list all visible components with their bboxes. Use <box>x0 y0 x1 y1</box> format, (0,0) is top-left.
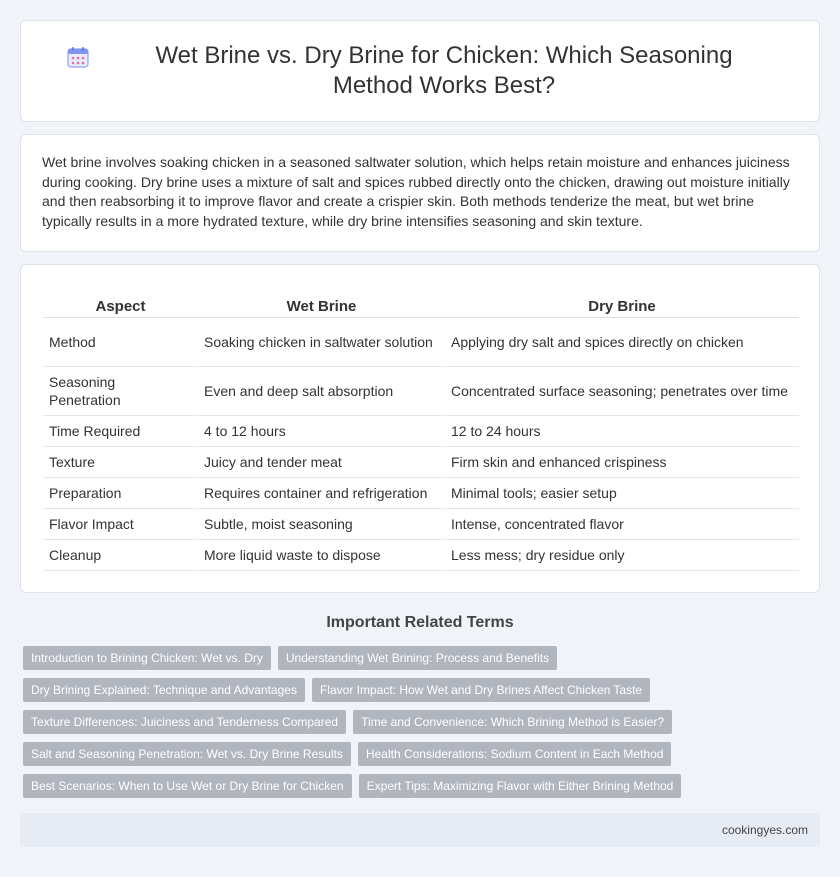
related-term-link[interactable]: Health Considerations: Sodium Content in Each Method <box>358 742 672 766</box>
table-cell: Intense, concentrated flavor <box>445 509 799 540</box>
column-header-dry-brine: Dry Brine <box>445 293 799 318</box>
tag-row <box>23 774 813 798</box>
table-header-row <box>43 293 799 318</box>
related-term-link[interactable]: Best Scenarios: When to Use Wet or Dry Brine for Chicken <box>23 774 352 798</box>
table-row <box>43 509 799 540</box>
table-row <box>43 367 799 416</box>
table-cell: Time Required <box>43 416 198 447</box>
table-cell: Subtle, moist seasoning <box>198 509 445 540</box>
table-cell: Cleanup <box>43 540 198 571</box>
table-cell: Preparation <box>43 478 198 509</box>
table-cell: Juicy and tender meat <box>198 447 445 478</box>
table-cell: Less mess; dry residue only <box>445 540 799 571</box>
table-cell: Flavor Impact <box>43 509 198 540</box>
table-cell: Soaking chicken in saltwater solution <box>198 318 445 367</box>
intro-paragraph: Wet brine involves soaking chicken in a seasoned saltwater solution, which helps retain moisture and enhances juiciness during cooking. Dry brine uses a mixture of salt and spices rubbed directly onto the chicken, drawing out moisture initially and then reabsorbing it to improve flavor and create a crispier skin. Both methods tenderize the meat, but wet brine typically results in a more hydrated texture, while dry brine intensifies seasoning and skin texture. <box>42 154 790 229</box>
tag-row <box>23 646 813 670</box>
table-cell: Concentrated surface seasoning; penetrates over time <box>445 367 799 416</box>
related-term-link[interactable]: Texture Differences: Juiciness and Tenderness Compared <box>23 710 346 734</box>
table-cell: Applying dry salt and spices directly on chicken <box>445 318 799 367</box>
related-term-link[interactable]: Introduction to Brining Chicken: Wet vs. Dry <box>23 646 271 670</box>
table-cell: Seasoning Penetration <box>43 367 198 416</box>
table-cell: More liquid waste to dispose <box>198 540 445 571</box>
column-header-aspect: Aspect <box>43 293 198 318</box>
comparison-card <box>20 264 820 593</box>
title-wrap <box>21 41 819 101</box>
table-cell: Even and deep salt absorption <box>198 367 445 416</box>
table-row <box>43 447 799 478</box>
table-row <box>43 416 799 447</box>
table-row <box>43 540 799 571</box>
table-cell: Firm skin and enhanced crispiness <box>445 447 799 478</box>
table-cell: Method <box>43 318 198 367</box>
tag-row <box>23 678 813 702</box>
footer-site-name: cookingyes.com <box>721 823 808 837</box>
comparison-table <box>43 293 799 571</box>
table-cell: Minimal tools; easier setup <box>445 478 799 509</box>
page-title: Wet Brine vs. Dry Brine for Chicken: Which Seasoning Method Works Best? <box>155 42 733 99</box>
related-term-link[interactable]: Flavor Impact: How Wet and Dry Brines Affect Chicken Taste <box>312 678 650 702</box>
title-card <box>20 20 820 122</box>
table-cell: Requires container and refrigeration <box>198 478 445 509</box>
table-cell: Texture <box>43 447 198 478</box>
table-row <box>43 318 799 367</box>
column-header-wet-brine: Wet Brine <box>198 293 445 318</box>
related-term-link[interactable]: Expert Tips: Maximizing Flavor with Either Brining Method <box>359 774 682 798</box>
related-term-link[interactable]: Understanding Wet Brining: Process and Benefits <box>278 646 557 670</box>
related-term-link[interactable]: Salt and Seasoning Penetration: Wet vs. Dry Brine Results <box>23 742 351 766</box>
table-cell: 4 to 12 hours <box>198 416 445 447</box>
table-cell: 12 to 24 hours <box>445 416 799 447</box>
tag-row <box>23 710 813 734</box>
related-terms-list <box>23 646 813 806</box>
intro-card <box>20 134 820 252</box>
related-term-link[interactable]: Dry Brining Explained: Technique and Advantages <box>23 678 305 702</box>
table-row <box>43 478 799 509</box>
footer <box>20 813 820 847</box>
calendar-icon <box>66 45 90 69</box>
tag-row <box>23 742 813 766</box>
related-terms-heading: Important Related Terms <box>326 614 514 631</box>
related-term-link[interactable]: Time and Convenience: Which Brining Method is Easier? <box>353 710 672 734</box>
